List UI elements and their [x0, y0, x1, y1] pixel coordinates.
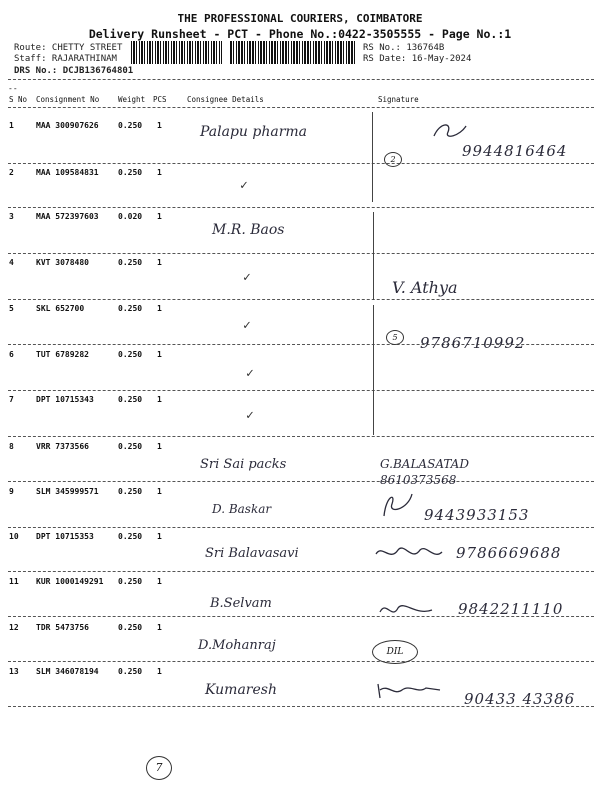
row-consignment: SLM 346078194: [36, 667, 99, 676]
row-sno: 4: [9, 258, 14, 267]
signature-scribble: [430, 118, 470, 142]
signature-scribble: [378, 490, 418, 520]
row-sno: 10: [9, 532, 19, 541]
check-mark: ✓: [243, 318, 251, 333]
handwritten-signature: 9786669688: [456, 544, 562, 562]
row-pcs: 1: [157, 623, 162, 632]
row-pcs: 1: [157, 121, 162, 130]
row-consignment: MAA 572397603: [36, 212, 99, 221]
row-consignment: KVT 3078480: [36, 258, 89, 267]
row-rule: [8, 436, 594, 437]
row-pcs: 1: [157, 212, 162, 221]
row-weight: 0.250: [118, 577, 143, 586]
row-consignment: MAA 300907626: [36, 121, 99, 130]
row-rule: [8, 253, 594, 254]
drs-label: DRS No.: DCJB136764801: [14, 66, 134, 76]
company-title: THE PROFESSIONAL COURIERS, COIMBATORE: [177, 12, 423, 25]
col-consignee: Consignee Details: [187, 95, 264, 104]
row-weight: 0.250: [118, 168, 143, 177]
staff-label: Staff: RAJARATHINAM: [14, 54, 117, 64]
row-rule: [8, 661, 594, 662]
circle-mark: 2: [384, 152, 402, 167]
row-rule: [8, 163, 594, 164]
row-consignment: SKL 652700: [36, 304, 85, 313]
row-pcs: 1: [157, 577, 162, 586]
row-rule: [8, 527, 594, 528]
row-weight: 0.250: [118, 304, 143, 313]
row-sno: 13: [9, 667, 19, 676]
handwritten-consignee: M.R. Baos: [212, 222, 285, 238]
row-consignment: DPT 10715343: [36, 395, 94, 404]
runsheet-title: Delivery Runsheet - PCT - Phone No.:0422-3505555 - Page No.:1: [88, 27, 512, 41]
row-rule: [8, 299, 594, 300]
handwritten-bracket: [372, 112, 373, 202]
row-pcs: 1: [157, 487, 162, 496]
row-pcs: 1: [157, 350, 162, 359]
row-rule: [8, 207, 594, 208]
col-pcs: PCS: [153, 95, 167, 104]
row-weight: 0.250: [118, 623, 143, 632]
row-weight: 0.250: [118, 442, 143, 451]
row-consignment: TUT 6789282: [36, 350, 89, 359]
handwritten-bracket: [373, 212, 374, 300]
row-weight: 0.250: [118, 667, 143, 676]
signature-scribble: [376, 598, 436, 622]
col-sno: S No: [9, 95, 28, 104]
row-weight: 0.250: [118, 487, 143, 496]
row-consignment: MAA 109584831: [36, 168, 99, 177]
dash-mark: --: [8, 84, 18, 93]
col-signature: Signature: [378, 95, 419, 104]
handwritten-signature: 9443933153: [424, 506, 530, 524]
check-mark: ✓: [246, 408, 254, 423]
handwritten-signature: G.BALASATAD 8610373568: [380, 457, 469, 487]
row-consignment: TDR 5473756: [36, 623, 89, 632]
row-pcs: 1: [157, 395, 162, 404]
handwritten-consignee: Sri Sai packs: [200, 457, 287, 472]
row-sno: 8: [9, 442, 14, 451]
row-consignment: SLM 345999571: [36, 487, 99, 496]
row-consignment: KUR 1000149291: [36, 577, 104, 586]
row-pcs: 1: [157, 442, 162, 451]
row-sno: 7: [9, 395, 14, 404]
row-weight: 0.250: [118, 532, 143, 541]
route-label: Route: CHETTY STREET: [14, 43, 123, 53]
handwritten-consignee: D.Mohanraj: [198, 638, 276, 653]
check-mark: ✓: [240, 178, 248, 193]
handwritten-signature: 9842211110: [458, 600, 564, 618]
handwritten-signature: 90433 43386: [464, 690, 576, 708]
footer-circle-mark: 7: [146, 756, 172, 780]
row-pcs: 1: [157, 304, 162, 313]
signature-scribble: [374, 542, 444, 564]
row-sno: 2: [9, 168, 14, 177]
barcode-left: [131, 41, 222, 64]
row-rule: [8, 571, 594, 572]
signature-scribble: [374, 680, 444, 702]
rs-date-label: RS Date: 16-May-2024: [363, 54, 472, 64]
row-weight: 0.250: [118, 121, 143, 130]
handwritten-bracket: [373, 305, 374, 435]
handwritten-consignee: B.Selvam: [210, 596, 272, 611]
row-weight: 0.250: [118, 350, 143, 359]
col-consignment: Consignment No: [36, 95, 100, 104]
row-weight: 0.250: [118, 258, 143, 267]
row-pcs: 1: [157, 532, 162, 541]
handwritten-consignee: Kumaresh: [205, 682, 277, 698]
row-consignment: VRR 7373566: [36, 442, 89, 451]
row-sno: 12: [9, 623, 19, 632]
row-sno: 1: [9, 121, 14, 130]
signature-stamp: DIL: [372, 640, 418, 664]
row-rule: [8, 107, 594, 108]
row-pcs: 1: [157, 667, 162, 676]
handwritten-signature: 9786710992: [420, 334, 526, 352]
row-consignment: DPT 10715353: [36, 532, 94, 541]
row-pcs: 1: [157, 258, 162, 267]
check-mark: ✓: [243, 270, 251, 285]
row-rule: [8, 390, 594, 391]
header-rule: [8, 79, 594, 80]
row-sno: 3: [9, 212, 14, 221]
rs-number-label: RS No.: 136764B: [363, 43, 445, 53]
row-pcs: 1: [157, 168, 162, 177]
check-mark: ✓: [246, 366, 254, 381]
row-weight: 0.250: [118, 395, 143, 404]
circle-mark: 5: [386, 330, 404, 345]
handwritten-consignee: Palapu pharma: [200, 124, 308, 140]
row-sno: 9: [9, 487, 14, 496]
barcode-right: [230, 41, 355, 64]
row-sno: 6: [9, 350, 14, 359]
handwritten-consignee: Sri Balavasavi: [205, 546, 299, 561]
row-sno: 11: [9, 577, 19, 586]
handwritten-signature: V. Athya: [392, 278, 458, 297]
row-weight: 0.020: [118, 212, 143, 221]
handwritten-consignee: D. Baskar: [212, 502, 272, 516]
row-sno: 5: [9, 304, 14, 313]
handwritten-signature: 9944816464: [462, 142, 568, 160]
col-weight: Weight: [118, 95, 146, 104]
